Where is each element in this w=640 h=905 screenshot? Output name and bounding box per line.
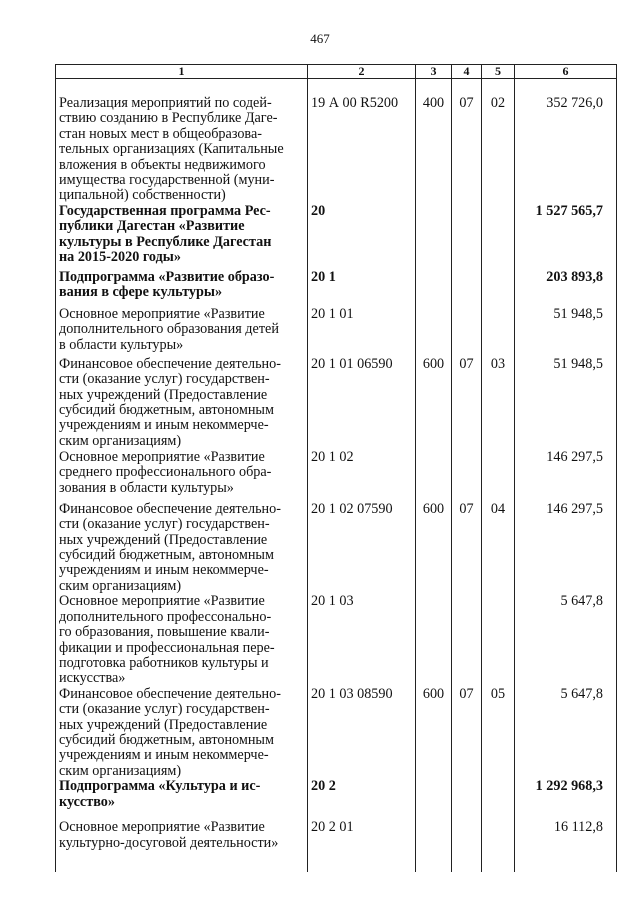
row-name-line: на 2015-2020 годы» <box>59 249 181 266</box>
row-name-line: ных учреждений (Предоставление <box>59 531 268 548</box>
table-header <box>56 65 617 79</box>
row-amount: 203 893,8 <box>515 270 617 307</box>
row-name <box>56 204 308 270</box>
row-name-line: в области культуры» <box>59 336 184 353</box>
row-name <box>56 450 308 502</box>
row-name-line: сти (оказание услуг) государствен- <box>59 516 270 533</box>
row-name-line: стан новых мест в общеобразова- <box>59 125 262 142</box>
header-col-5: 5 <box>482 65 515 79</box>
header-col-4: 4 <box>452 65 482 79</box>
row-name-line: Государственная программа Рес- <box>59 202 271 219</box>
row-amount: 5 647,8 <box>515 687 617 779</box>
row-name <box>56 687 308 779</box>
row-expense-type <box>416 594 452 686</box>
row-name-line: ствию созданию в Республике Даге- <box>59 110 278 127</box>
row-section: 07 <box>452 79 482 204</box>
row-section <box>452 450 482 502</box>
table-row <box>56 687 617 779</box>
row-name-line: Основное мероприятие «Развитие <box>59 305 265 322</box>
row-amount: 51 948,5 <box>515 307 617 357</box>
row-name <box>56 79 308 204</box>
row-name-line: ных учреждений (Предоставление <box>59 386 268 403</box>
row-section <box>452 779 482 820</box>
row-name-line: вания в сфере культуры» <box>59 284 223 301</box>
row-expense-type <box>416 270 452 307</box>
row-name-line: Основное мероприятие «Развитие <box>59 448 265 465</box>
row-amount: 1 292 968,3 <box>515 779 617 820</box>
table-row <box>56 357 617 450</box>
row-name-line: субсидий бюджетным, автономным <box>59 731 274 748</box>
table-body <box>56 79 617 873</box>
row-expense-type <box>416 779 452 820</box>
row-name-line: культурно-досуговой деятельности» <box>59 834 279 851</box>
row-code: 20 1 03 08590 <box>308 687 416 779</box>
row-amount: 16 112,8 <box>515 820 617 872</box>
row-amount: 5 647,8 <box>515 594 617 686</box>
row-expense-type <box>416 450 452 502</box>
row-name <box>56 270 308 307</box>
row-name-line: ципальной) собственности) <box>59 187 226 204</box>
header-col-2: 2 <box>308 65 416 79</box>
row-subsection <box>482 204 515 270</box>
row-expense-type <box>416 307 452 357</box>
row-name <box>56 594 308 686</box>
table-row <box>56 502 617 594</box>
budget-table-container <box>55 64 616 872</box>
row-amount: 1 527 565,7 <box>515 204 617 270</box>
row-section: 07 <box>452 687 482 779</box>
row-expense-type: 400 <box>416 79 452 204</box>
row-name-line: ским организациям) <box>59 577 182 594</box>
page-number: 467 <box>310 31 330 46</box>
table-row <box>56 79 617 204</box>
row-subsection <box>482 270 515 307</box>
row-amount: 146 297,5 <box>515 502 617 594</box>
row-name-line: Подпрограмма «Культура и ис- <box>59 778 261 795</box>
table-row <box>56 820 617 872</box>
row-name-line: Основное мероприятие «Развитие <box>59 593 265 610</box>
row-name <box>56 357 308 450</box>
row-section <box>452 594 482 686</box>
row-code: 20 1 01 06590 <box>308 357 416 450</box>
row-subsection: 02 <box>482 79 515 204</box>
row-name <box>56 307 308 357</box>
row-subsection <box>482 450 515 502</box>
table-row <box>56 594 617 686</box>
row-name-line: дополнительного профессонально- <box>59 608 272 625</box>
row-section <box>452 270 482 307</box>
row-name-line: учреждениям и иным некоммерче- <box>59 417 269 434</box>
row-code: 20 1 02 07590 <box>308 502 416 594</box>
row-name-line: Финансовое обеспечение деятельно- <box>59 685 281 702</box>
row-name-line: Финансовое обеспечение деятельно- <box>59 355 281 372</box>
row-name-line: Основное мероприятие «Развитие <box>59 819 265 836</box>
row-name-line: дополнительного образования детей <box>59 321 279 338</box>
row-name-line: субсидий бюджетным, автономным <box>59 547 274 564</box>
header-row <box>56 65 617 79</box>
row-name-line: сти (оказание услуг) государствен- <box>59 701 270 718</box>
row-name-line: среднего профессионального обра- <box>59 464 272 481</box>
row-expense-type: 600 <box>416 357 452 450</box>
row-subsection <box>482 594 515 686</box>
row-name-line: субсидий бюджетным, автономным <box>59 402 274 419</box>
row-name-line: культуры в Республике Дагестан <box>59 233 272 250</box>
row-section: 07 <box>452 502 482 594</box>
table-row <box>56 270 617 307</box>
row-subsection <box>482 820 515 872</box>
row-amount: 146 297,5 <box>515 450 617 502</box>
row-name <box>56 820 308 872</box>
table-row <box>56 204 617 270</box>
row-section <box>452 204 482 270</box>
row-subsection: 04 <box>482 502 515 594</box>
header-col-1: 1 <box>56 65 308 79</box>
row-code: 20 <box>308 204 416 270</box>
row-code: 19 А 00 R5200 <box>308 79 416 204</box>
row-expense-type: 600 <box>416 502 452 594</box>
row-subsection <box>482 307 515 357</box>
row-name <box>56 779 308 820</box>
row-name-line: тельных организациях (Капитальные <box>59 141 284 158</box>
row-name-line: Реализация мероприятий по содей- <box>59 95 272 111</box>
row-name-line: ским организациям) <box>59 432 182 449</box>
row-expense-type <box>416 820 452 872</box>
row-code: 20 1 03 <box>308 594 416 686</box>
row-code: 20 2 <box>308 779 416 820</box>
row-name-line: зования в области культуры» <box>59 479 234 496</box>
row-code: 20 1 02 <box>308 450 416 502</box>
header-col-6: 6 <box>515 65 617 79</box>
row-name-line: го образования, повышение квали- <box>59 624 270 641</box>
row-name <box>56 502 308 594</box>
row-code: 20 2 01 <box>308 820 416 872</box>
row-name-line: подготовка работников культуры и <box>59 654 269 671</box>
row-name-line: кусство» <box>59 793 115 810</box>
row-amount: 51 948,5 <box>515 357 617 450</box>
row-name-line: ных учреждений (Предоставление <box>59 716 268 733</box>
table-row <box>56 307 617 357</box>
row-name-line: Подпрограмма «Развитие образо- <box>59 268 275 285</box>
row-name-line: фикации и профессиональная пере- <box>59 639 275 656</box>
row-name-line: сти (оказание услуг) государствен- <box>59 371 270 388</box>
row-name-line: Финансовое обеспечение деятельно- <box>59 500 281 517</box>
budget-table <box>55 64 617 872</box>
row-section <box>452 307 482 357</box>
row-amount: 352 726,0 <box>515 79 617 204</box>
table-row <box>56 450 617 502</box>
row-expense-type: 600 <box>416 687 452 779</box>
table-row <box>56 779 617 820</box>
row-name-line: учреждениям и иным некоммерче- <box>59 562 269 579</box>
row-expense-type <box>416 204 452 270</box>
row-name-line: публики Дагестан «Развитие <box>59 218 245 235</box>
row-name-line: искусства» <box>59 670 126 687</box>
row-code: 20 1 01 <box>308 307 416 357</box>
row-name-line: вложения в объекты недвижимого <box>59 156 266 173</box>
row-code: 20 1 <box>308 270 416 307</box>
row-section <box>452 820 482 872</box>
row-section: 07 <box>452 357 482 450</box>
row-name-line: учреждениям и иным некоммерче- <box>59 747 269 764</box>
row-name-line: ским организациям) <box>59 762 182 779</box>
row-subsection <box>482 779 515 820</box>
row-subsection: 03 <box>482 357 515 450</box>
row-subsection: 05 <box>482 687 515 779</box>
header-col-3: 3 <box>416 65 452 79</box>
row-name-line: имущества государственной (муни- <box>59 172 275 189</box>
